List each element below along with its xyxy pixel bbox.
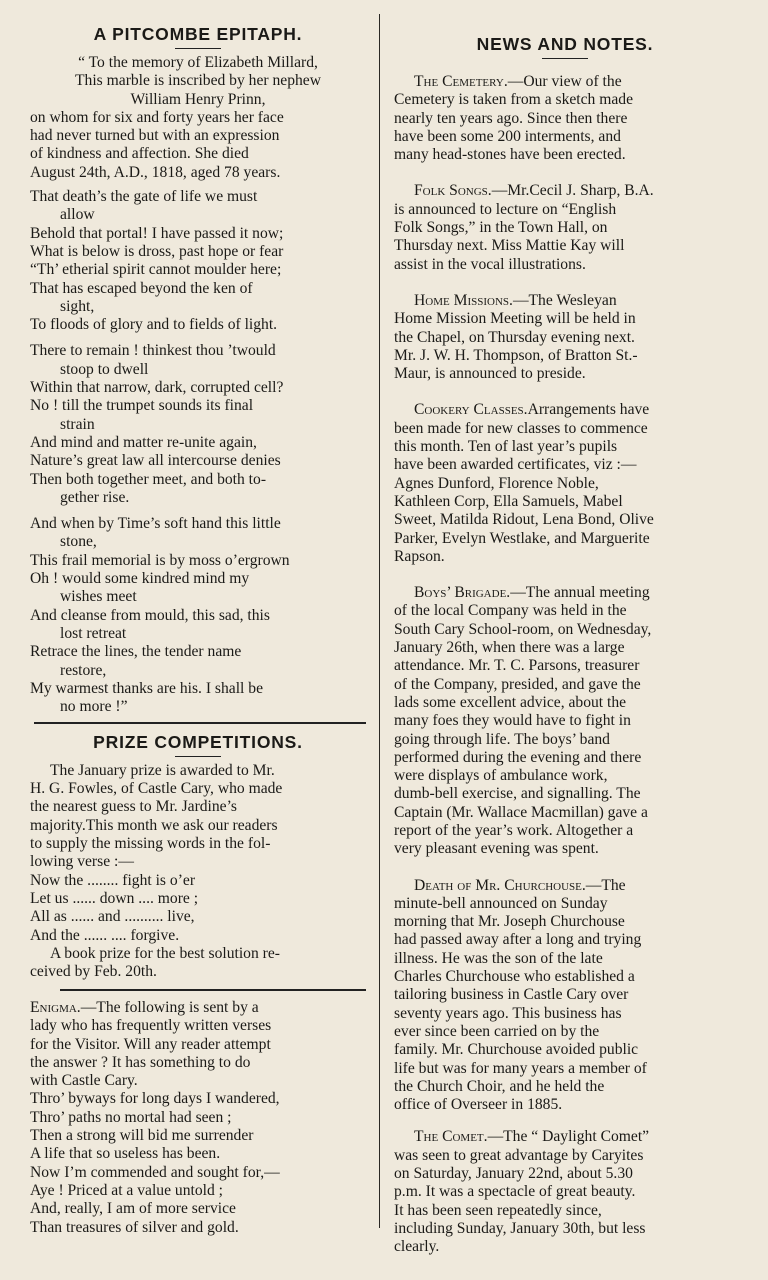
right-column xyxy=(394,0,736,1257)
enigma-verse-line: Than treasures of silver and gold. xyxy=(30,1218,239,1236)
news-item-home-missions xyxy=(394,292,736,383)
epitaph-dedication xyxy=(30,54,366,182)
news-line-text: —The xyxy=(585,876,626,894)
news-line: been made for new classes to commence xyxy=(394,419,648,437)
news-line: assist in the vocal illustrations. xyxy=(394,255,586,273)
news-line: including Sunday, January 30th, but less xyxy=(394,1219,646,1237)
verse-line: no more !” xyxy=(60,698,128,716)
news-line-text: —The “ Daylight Comet” xyxy=(487,1128,650,1146)
verse-line: restore, xyxy=(60,661,107,679)
news-line: was seen to great advantage by Caryites xyxy=(394,1146,644,1164)
news-line-text: Arrangements have xyxy=(527,401,650,419)
news-line: many foes they would have to fight in xyxy=(394,712,631,730)
enigma-verse-line: Now I’m commended and sought for,— xyxy=(30,1163,280,1181)
enigma-line xyxy=(30,999,366,1017)
prize-line: to supply the missing words in the fol- xyxy=(30,835,271,853)
enigma-verse xyxy=(30,1090,366,1236)
news-item-lead: The Comet. xyxy=(414,1128,488,1146)
news-line: of the Company, presided, and gave the xyxy=(394,675,641,693)
enigma-line: with Castle Cary. xyxy=(30,1072,138,1090)
news-line: have been awarded certificates, viz :— xyxy=(394,456,637,474)
epitaph-section xyxy=(30,0,366,716)
verse-line: sight, xyxy=(60,297,95,315)
news-line: seventy years ago. This business has xyxy=(394,1004,622,1022)
title-underline xyxy=(175,756,221,757)
news-line: Home Mission Meeting will be held in xyxy=(394,310,636,328)
prize-title: PRIZE COMPETITIONS. xyxy=(93,731,303,752)
news-line: Kathleen Corp, Ella Samuels, Mabel xyxy=(394,492,623,510)
news-line: morning that Mr. Joseph Churchouse xyxy=(394,913,625,931)
news-line: Captain (Mr. Wallace Macmillan) gave a xyxy=(394,803,648,821)
prize-line: A book prize for the best solution re- xyxy=(50,944,280,962)
verse-line: stone, xyxy=(60,533,97,551)
verse-line: Oh ! would some kindred mind my xyxy=(30,570,250,588)
news-line xyxy=(394,584,736,602)
prize-line: majority.This month we ask our readers xyxy=(30,816,278,834)
news-item-lead: Boys’ Brigade. xyxy=(414,584,511,602)
news-line-text: —Our view of the xyxy=(507,73,622,90)
news-line: were displays of ambulance work, xyxy=(394,767,608,785)
news-item-lead: Death of Mr. Churchouse. xyxy=(414,876,586,894)
epitaph-stanza xyxy=(30,342,366,507)
verse-line: Retrace the lines, the tender name xyxy=(30,643,242,661)
news-line: Sweet, Matilda Ridout, Lena Bond, Olive xyxy=(394,511,654,529)
news-section xyxy=(394,0,736,1257)
news-line: minute-bell announced on Sunday xyxy=(394,894,608,912)
verse-line: My warmest thanks are his. I shall be xyxy=(30,679,263,697)
verse-line: stoop to dwell xyxy=(60,360,149,378)
news-line: illness. He was the son of the late xyxy=(394,949,603,967)
news-title: NEWS AND NOTES. xyxy=(476,34,654,54)
enigma-intro xyxy=(30,999,366,1090)
prize-verse xyxy=(30,872,366,945)
news-line: dumb-bell exercise, and signalling. The xyxy=(394,785,641,803)
news-line: ever since been carried on by the xyxy=(394,1022,600,1040)
title-underline xyxy=(175,48,221,49)
enigma-line-text: —The following is sent by a xyxy=(80,998,259,1016)
verse-line: That has escaped beyond the ken of xyxy=(30,279,253,297)
news-line-text: —The Wesleyan xyxy=(512,291,617,309)
verse-line: And when by Time’s soft hand this little xyxy=(30,515,281,533)
epitaph-title: A PITCOMBE EPITAPH. xyxy=(93,24,303,44)
news-line: on Saturday, January 22nd, about 5.30 xyxy=(394,1165,633,1183)
news-line: office of Overseer in 1885. xyxy=(394,1096,563,1114)
dedication-line: August 24th, A.D., 1818, aged 78 years. xyxy=(30,163,281,181)
news-line: report of the year’s work. Altogether a xyxy=(394,821,634,839)
verse-line: Behold that portal! I have passed it now; xyxy=(30,224,284,242)
enigma-verse-line: A life that so useless has been. xyxy=(30,1145,221,1163)
epitaph-stanza xyxy=(30,515,366,716)
verse-line: Then both together meet, and both to- xyxy=(30,470,267,488)
verse-line: allow xyxy=(60,206,95,224)
news-line xyxy=(394,73,736,91)
prize-line: ceived by Feb. 20th. xyxy=(30,963,157,981)
news-line: many head-stones have been erected. xyxy=(394,146,626,164)
enigma-line: lady who has frequently written verses xyxy=(30,1017,272,1035)
verse-line: This frail memorial is by moss o’ergrown xyxy=(30,551,290,569)
news-line: Mr. J. W. H. Thompson, of Bratton St.- xyxy=(394,346,638,364)
news-item-lead: Cookery Classes. xyxy=(414,401,528,419)
enigma-verse-line: And, really, I am of more service xyxy=(30,1200,236,1218)
dedication-line: had never turned but with an expression xyxy=(30,127,280,145)
news-line: attendance. Mr. T. C. Parsons, treasurer xyxy=(394,657,640,675)
verse-line: What is below is dross, past hope or fear xyxy=(30,242,284,260)
news-line: January 26th, when there was a large xyxy=(394,639,625,657)
verse-line: strain xyxy=(60,415,95,433)
verse-line: Nature’s great law all intercourse denies xyxy=(30,452,281,470)
prize-line: The January prize is awarded to Mr. xyxy=(50,761,275,779)
news-line: tailoring business in Castle Cary over xyxy=(394,986,629,1004)
news-line xyxy=(394,401,736,419)
dedication-line: on whom for six and forty years her face xyxy=(30,108,284,126)
enigma-line: the answer ? It has something to do xyxy=(30,1053,251,1071)
news-line: performed during the evening and there xyxy=(394,748,642,766)
news-line: Folk Songs,” in the Town Hall, on xyxy=(394,219,608,237)
verse-line: “Th’ etherial spirit cannot moulder here; xyxy=(30,261,282,279)
verse-line: And mind and matter re-unite again, xyxy=(30,433,257,451)
enigma-lead: Enigma. xyxy=(30,998,81,1016)
prize-verse-line: Now the ........ fight is o’er xyxy=(30,871,196,889)
news-line: of the local Company was held in the xyxy=(394,602,627,620)
prize-line: H. G. Fowles, of Castle Cary, who made xyxy=(30,780,283,798)
news-item-the-comet xyxy=(394,1128,736,1256)
news-line: going through life. The boys’ band xyxy=(394,730,610,748)
verse-line: lost retreat xyxy=(60,624,127,642)
dedication-line: William Henry Prinn, xyxy=(130,90,266,108)
news-line: Maur, is announced to preside. xyxy=(394,365,586,383)
news-line xyxy=(394,877,736,895)
news-item-death-of-mr-churchouse xyxy=(394,877,736,1115)
dedication-line: This marble is inscribed by her nephew xyxy=(75,72,321,90)
news-line: Rapson. xyxy=(394,547,445,565)
news-line: Thursday next. Miss Mattie Kay will xyxy=(394,237,625,255)
section-divider xyxy=(34,722,366,724)
prize-intro xyxy=(30,762,366,872)
news-line: is announced to lecture on “English xyxy=(394,200,617,218)
enigma-verse-line: Thro’ byways for long days I wandered, xyxy=(30,1090,280,1108)
title-underline xyxy=(542,58,588,59)
prize-line: the nearest guess to Mr. Jardine’s xyxy=(30,798,238,816)
news-line: lads some excellent advice, about the xyxy=(394,693,627,711)
news-item-lead: The Cemetery. xyxy=(414,73,508,90)
news-item-lead: Home Missions. xyxy=(414,291,513,309)
verse-line: That death’s the gate of life we must xyxy=(30,188,258,206)
news-line-text: —The annual meeting xyxy=(510,584,650,602)
verse-line: And cleanse from mould, this sad, this xyxy=(30,606,270,624)
left-column xyxy=(30,0,366,1237)
enigma-verse-line: Thro’ paths no mortal had seen ; xyxy=(30,1108,232,1126)
news-line: p.m. It was a spectacle of great beauty. xyxy=(394,1183,636,1201)
news-line: very pleasant evening was spent. xyxy=(394,840,599,858)
news-line: the Church Choir, and he held the xyxy=(394,1077,605,1095)
news-line: family. Mr. Churchouse avoided public xyxy=(394,1041,639,1059)
news-item-folk-songs xyxy=(394,182,736,273)
verse-line: gether rise. xyxy=(60,488,130,506)
news-line xyxy=(394,292,736,310)
verse-line: wishes meet xyxy=(60,588,137,606)
section-divider xyxy=(60,989,366,991)
prize-section xyxy=(30,732,366,982)
news-line-text: —Mr.Cecil J. Sharp, B.A. xyxy=(491,182,654,200)
column-divider xyxy=(379,14,380,1228)
news-line: Parker, Evelyn Westlake, and Marguerite xyxy=(394,529,650,547)
prize-closing xyxy=(30,945,366,982)
news-line xyxy=(394,1128,736,1146)
dedication-line: of kindness and affection. She died xyxy=(30,145,249,163)
news-line xyxy=(394,182,736,200)
news-line: the Chapel, on Thursday evening next. xyxy=(394,328,635,346)
news-line: Charles Churchouse who established a xyxy=(394,968,635,986)
dedication-line: “ To the memory of Elizabeth Millard, xyxy=(78,54,318,71)
enigma-verse-line: Then a strong will bid me surrender xyxy=(30,1127,254,1145)
news-line: It has been seen repeatedly since, xyxy=(394,1201,602,1219)
news-line: have been some 200 interments, and xyxy=(394,127,621,145)
enigma-line: for the Visitor. Will any reader attempt xyxy=(30,1035,271,1053)
verse-line: There to remain ! thinkest thou ’twould xyxy=(30,342,276,360)
enigma-section xyxy=(30,999,366,1237)
news-line: South Cary School-room, on Wednesday, xyxy=(394,620,652,638)
verse-line: No ! till the trumpet sounds its final xyxy=(30,397,254,415)
news-line: nearly ten years ago. Since then there xyxy=(394,109,628,127)
prize-line: lowing verse :— xyxy=(30,853,134,871)
news-item-cemetery xyxy=(394,73,736,164)
verse-line: Within that narrow, dark, corrupted cell? xyxy=(30,379,284,397)
prize-verse-line: Let us ...... down .... more ; xyxy=(30,889,199,907)
news-line: had passed away after a long and trying xyxy=(394,931,642,949)
news-item-lead: Folk Songs. xyxy=(414,182,492,200)
verse-line: To floods of glory and to fields of light. xyxy=(30,316,278,334)
news-line: Cemetery is taken from a sketch made xyxy=(394,91,634,109)
news-line: life but was for many years a member of xyxy=(394,1059,647,1077)
news-item-boys-brigade xyxy=(394,584,736,858)
prize-verse-line: And the ...... .... forgive. xyxy=(30,926,180,944)
enigma-verse-line: Aye ! Priced at a value untold ; xyxy=(30,1181,223,1199)
news-line: clearly. xyxy=(394,1238,440,1256)
news-item-cookery-classes xyxy=(394,401,736,566)
epitaph-stanza xyxy=(30,188,366,334)
prize-verse-line: All as ...... and .......... live, xyxy=(30,908,195,926)
news-line: this month. Ten of last year’s pupils xyxy=(394,438,618,456)
news-line: Agnes Dunford, Florence Noble, xyxy=(394,474,599,492)
